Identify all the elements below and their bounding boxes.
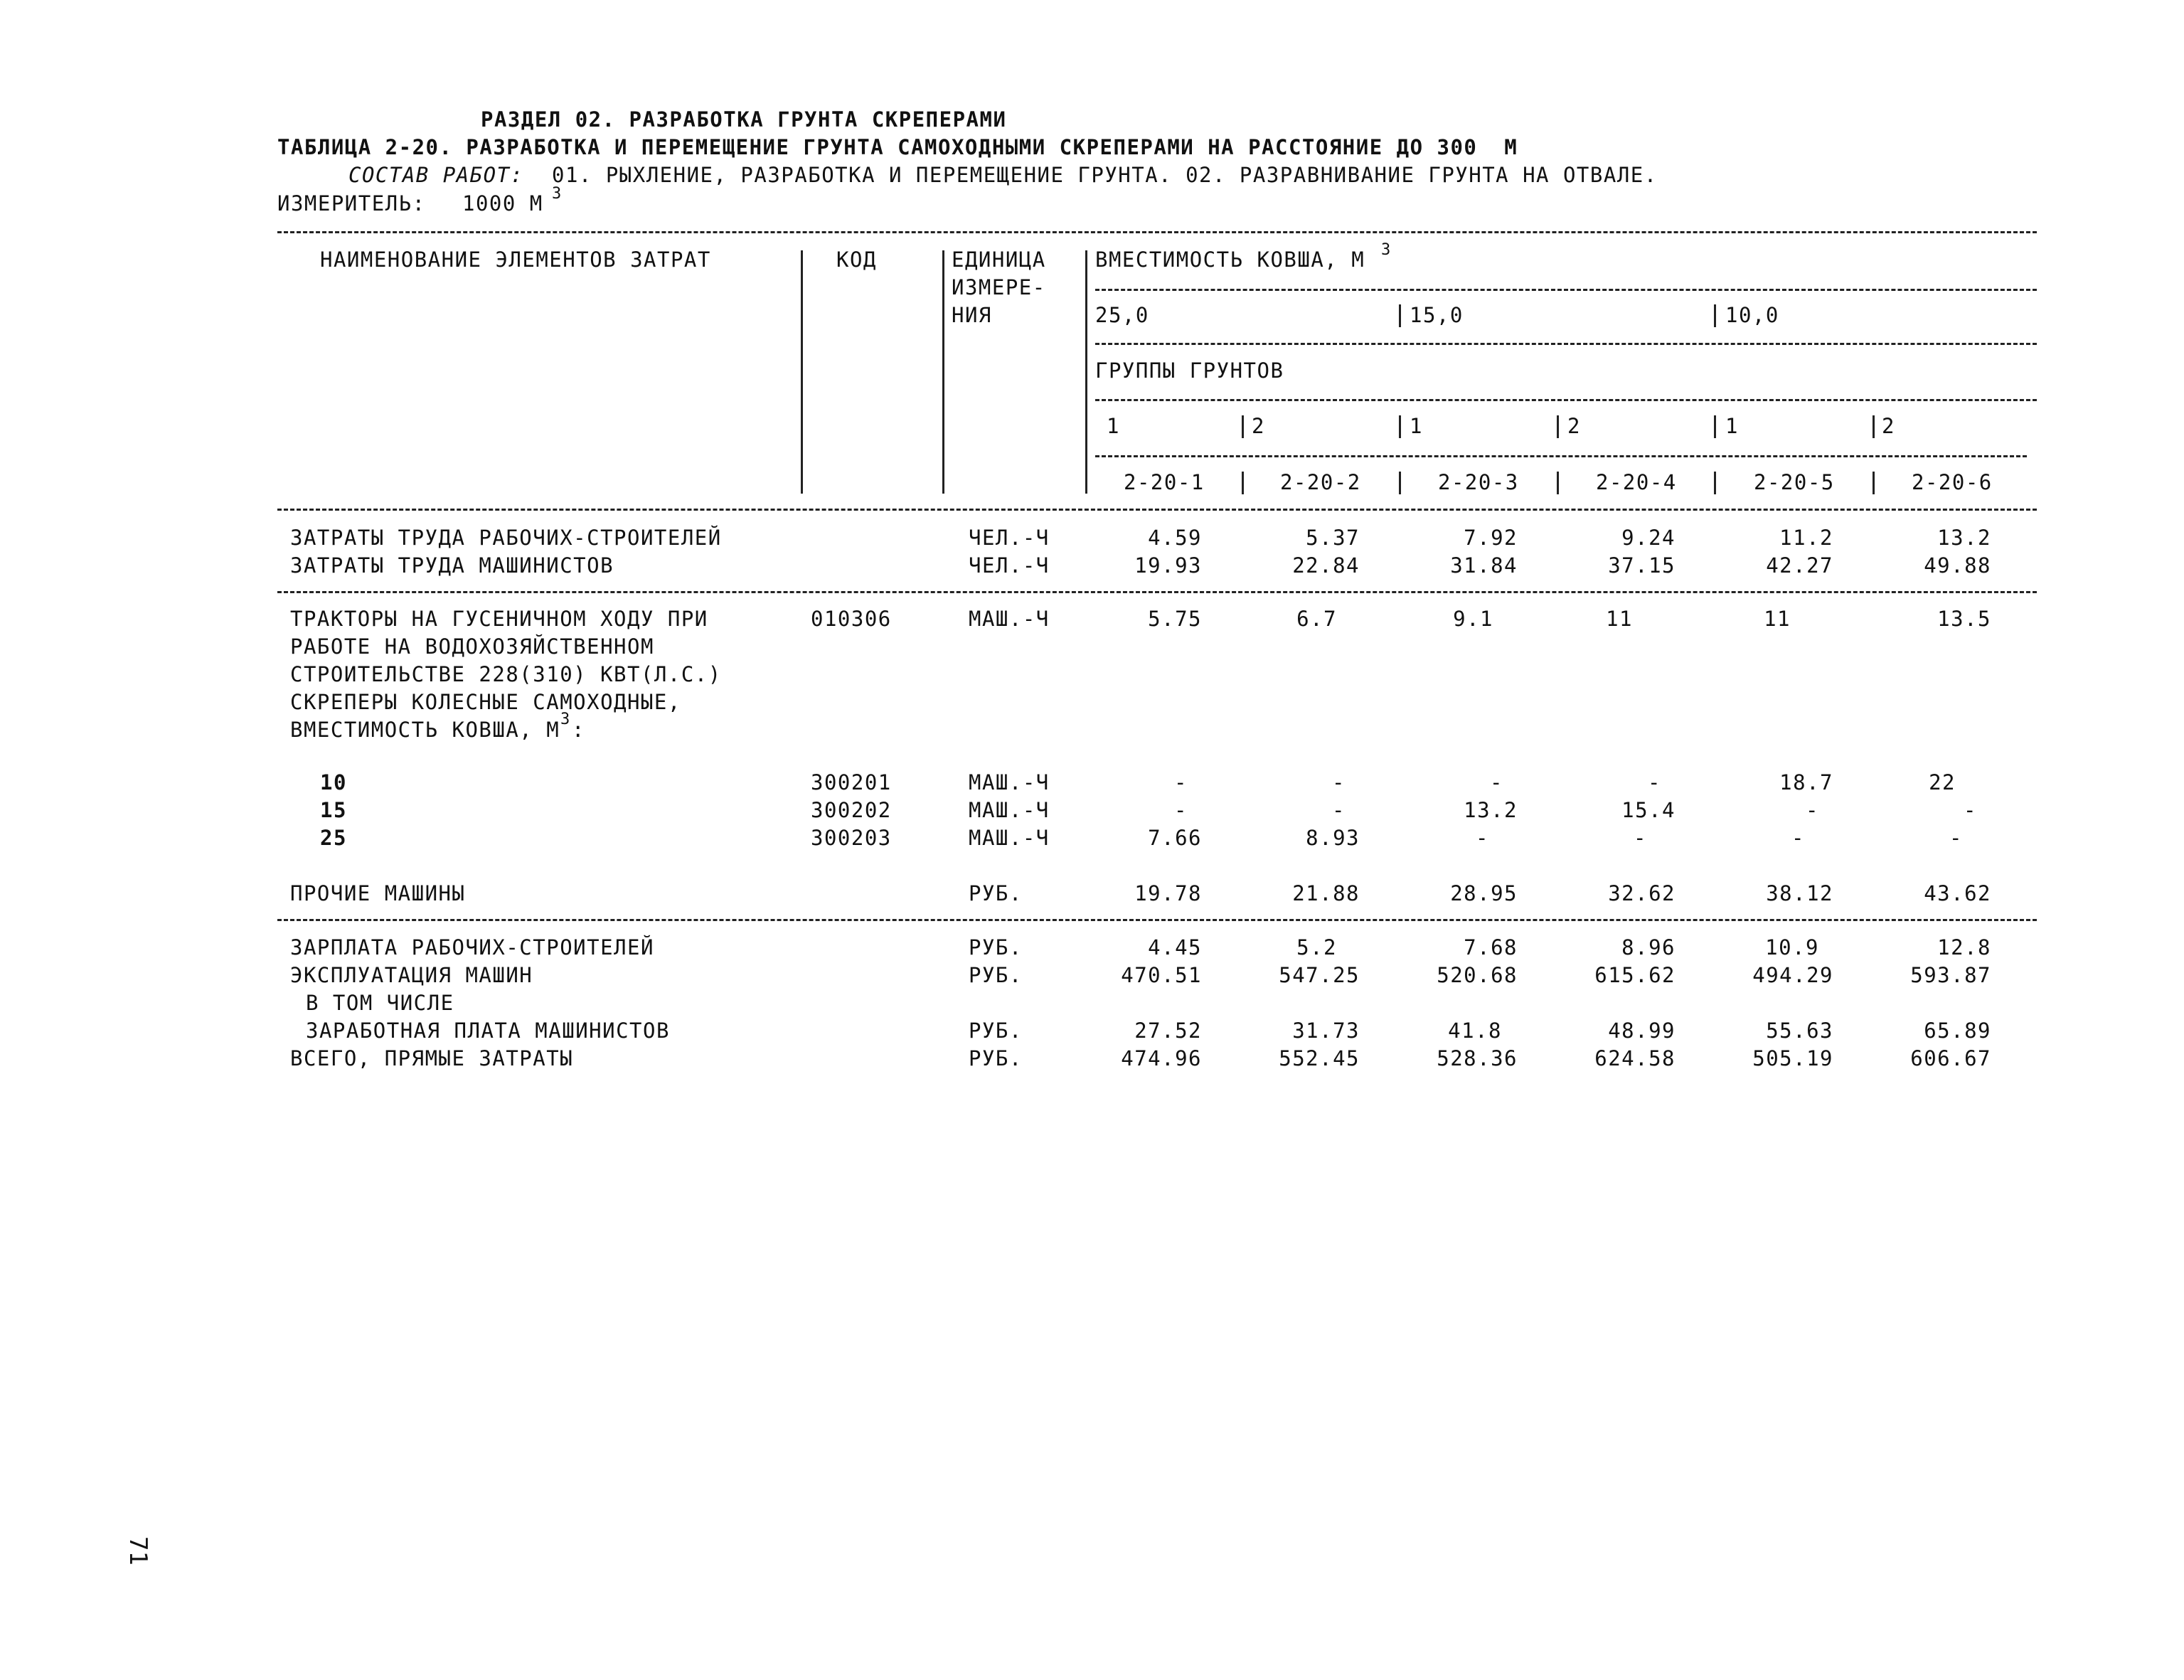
row-value-6: 22: [1929, 770, 1956, 794]
row-name-line3: СТРОИТЕЛЬСТВЕ 228(310) КВТ(Л.С.): [290, 662, 722, 686]
group-number-6: 2: [1882, 414, 1895, 438]
group-separator-2: [1399, 415, 1401, 438]
row-name: 10: [320, 770, 347, 794]
header-rule-group-numbers: [1095, 399, 2037, 401]
row-name: 25: [320, 826, 347, 850]
code-separator-1: [1242, 472, 1244, 494]
group-separator-3: [1557, 415, 1559, 438]
norm-code-6: 2-20-6: [1912, 470, 1993, 494]
column-header-name: НАИМЕНОВАНИЕ ЭЛЕМЕНТОВ ЗАТРАТ: [320, 248, 711, 272]
row-value-2: 547.25: [1279, 963, 1360, 987]
scrapers-heading-line1: СКРЕПЕРЫ КОЛЕСНЫЕ САМОХОДНЫЕ,: [290, 690, 681, 714]
column-header-capacity-superscript: 3: [1381, 241, 1391, 259]
column-header-code: КОД: [836, 248, 877, 272]
capacity-separator-2: [1714, 304, 1716, 327]
measure-superscript: 3: [552, 185, 562, 203]
row-value-1: 4.45: [1148, 935, 1202, 959]
table-title: ТАБЛИЦА 2-20. РАЗРАБОТКА И ПЕРЕМЕЩЕНИЕ ГРУНТА САМОХОДНЫМИ СКРЕПЕРАМИ НА РАССТОЯНИЕ ДО 300 М: [277, 135, 1518, 159]
row-value-2: 6.7: [1296, 607, 1337, 631]
column-header-unit-line2: ИЗМЕРЕ-: [952, 275, 1046, 299]
row-name: ПРОЧИЕ МАШИНЫ: [290, 881, 466, 905]
row-value-1: 4.59: [1148, 526, 1202, 550]
row-unit: РУБ.: [969, 935, 1023, 959]
row-value-2: 22.84: [1292, 553, 1360, 578]
measure-value: 1000 М: [462, 191, 543, 216]
row-name: ЗАРАБОТНАЯ ПЛАТА МАШИНИСТОВ: [306, 1019, 670, 1043]
row-value-2: 5.2: [1296, 935, 1337, 959]
row-code: 300201: [811, 770, 892, 794]
scrapers-heading-superscript: 3: [560, 711, 570, 728]
header-rule-capacity: [1095, 289, 2037, 291]
row-value-6: 13.2: [1937, 526, 1991, 550]
header-rule-codes: [1095, 455, 2027, 457]
row-code: 010306: [811, 607, 892, 631]
row-unit: РУБ.: [969, 1046, 1023, 1070]
row-value-5: 494.29: [1752, 963, 1833, 987]
header-separator-2: [942, 250, 944, 494]
row-name: 15: [320, 798, 347, 822]
row-value-4: 37.15: [1608, 553, 1676, 578]
norm-code-1: 2-20-1: [1124, 470, 1205, 494]
row-value-3: 41.8: [1448, 1019, 1502, 1043]
row-unit: ЧЕЛ.-Ч: [969, 526, 1050, 550]
row-value-2: 8.93: [1306, 826, 1360, 850]
column-header-unit-line1: ЕДИНИЦА: [952, 248, 1046, 272]
row-value-3: 28.95: [1450, 881, 1518, 905]
code-separator-5: [1873, 472, 1875, 494]
row-value-4: 9.24: [1621, 526, 1676, 550]
row-value-6: 49.88: [1924, 553, 1991, 578]
table-top-rule: [277, 231, 2037, 233]
section-title: РАЗДЕЛ 02. РАЗРАБОТКА ГРУНТА СКРЕПЕРАМИ: [481, 107, 1007, 132]
row-unit: РУБ.: [969, 881, 1023, 905]
row-value-3: 13.2: [1464, 798, 1518, 822]
row-name: ЗАРПЛАТА РАБОЧИХ-СТРОИТЕЛЕЙ: [290, 935, 654, 959]
scrapers-heading-colon: :: [572, 718, 585, 742]
row-name: ВСЕГО, ПРЯМЫЕ ЗАТРАТЫ: [290, 1046, 574, 1070]
row-value-2: 21.88: [1292, 881, 1360, 905]
row-value-6: 606.67: [1910, 1046, 1991, 1070]
row-value-3: -: [1476, 826, 1489, 850]
row-code: 300202: [811, 798, 892, 822]
capacity-25: 25,0: [1095, 303, 1149, 327]
row-value-4: 48.99: [1608, 1019, 1676, 1043]
row-value-3: 520.68: [1437, 963, 1518, 987]
group-number-4: 2: [1567, 414, 1581, 438]
row-unit: МАШ.-Ч: [969, 607, 1050, 631]
row-value-5: 10.9: [1765, 935, 1819, 959]
row-value-3: 9.1: [1453, 607, 1493, 631]
row-value-1: 27.52: [1134, 1019, 1202, 1043]
row-value-1: -: [1174, 798, 1188, 822]
row-value-2: -: [1332, 770, 1346, 794]
row-value-6: 13.5: [1937, 607, 1991, 631]
labor-section-rule: [277, 591, 2037, 593]
row-unit: МАШ.-Ч: [969, 770, 1050, 794]
code-separator-2: [1399, 472, 1401, 494]
row-value-5: 18.7: [1779, 770, 1833, 794]
scrapers-heading-line2: ВМЕСТИМОСТЬ КОВША, М: [290, 718, 560, 742]
row-value-3: 31.84: [1450, 553, 1518, 578]
row-unit: РУБ.: [969, 1019, 1023, 1043]
row-value-1: 7.66: [1148, 826, 1202, 850]
row-value-4: 8.96: [1621, 935, 1676, 959]
column-header-capacity: ВМЕСТИМОСТЬ КОВША, М: [1095, 248, 1365, 272]
row-value-3: 7.68: [1464, 935, 1518, 959]
row-value-1: -: [1174, 770, 1188, 794]
row-value-6: 65.89: [1924, 1019, 1991, 1043]
group-number-2: 2: [1252, 414, 1265, 438]
norm-code-5: 2-20-5: [1754, 470, 1835, 494]
row-value-5: 11: [1764, 607, 1791, 631]
row-name: ЗАТРАТЫ ТРУДА МАШИНИСТОВ: [290, 553, 614, 578]
row-value-3: 528.36: [1437, 1046, 1518, 1070]
group-separator-1: [1242, 415, 1244, 438]
row-name-line2: РАБОТЕ НА ВОДОХОЗЯЙСТВЕННОМ: [290, 634, 654, 659]
group-number-3: 1: [1410, 414, 1423, 438]
row-code: 300203: [811, 826, 892, 850]
group-number-5: 1: [1725, 414, 1739, 438]
row-value-6: 43.62: [1924, 881, 1991, 905]
row-value-5: 11.2: [1779, 526, 1833, 550]
row-value-2: 31.73: [1292, 1019, 1360, 1043]
code-separator-4: [1714, 472, 1716, 494]
row-value-4: 11: [1606, 607, 1633, 631]
row-name: ЗАТРАТЫ ТРУДА РАБОЧИХ-СТРОИТЕЛЕЙ: [290, 526, 722, 550]
code-separator-3: [1557, 472, 1559, 494]
row-value-4: 615.62: [1594, 963, 1676, 987]
row-value-1: 5.75: [1148, 607, 1202, 631]
row-value-5: -: [1791, 826, 1805, 850]
row-name-line1: ТРАКТОРЫ НА ГУСЕНИЧНОМ ХОДУ ПРИ: [290, 607, 708, 631]
row-value-3: -: [1490, 770, 1503, 794]
row-unit: РУБ.: [969, 963, 1023, 987]
row-value-1: 474.96: [1121, 1046, 1202, 1070]
group-separator-5: [1873, 415, 1875, 438]
capacity-10: 10,0: [1725, 303, 1779, 327]
row-value-4: -: [1648, 770, 1661, 794]
work-composition-text: 01. РЫХЛЕНИЕ, РАЗРАБОТКА И ПЕРЕМЕЩЕНИЕ ГРУНТА. 02. РАЗРАВНИВАНИЕ ГРУНТА НА ОТВАЛЕ.: [552, 163, 1658, 187]
table-header-bottom-rule: [277, 509, 2037, 511]
capacity-15: 15,0: [1410, 303, 1464, 327]
row-unit: МАШ.-Ч: [969, 798, 1050, 822]
row-value-1: 19.93: [1134, 553, 1202, 578]
norm-code-3: 2-20-3: [1438, 470, 1519, 494]
row-value-4: 32.62: [1608, 881, 1676, 905]
capacity-separator-1: [1399, 304, 1401, 327]
row-value-5: -: [1806, 798, 1819, 822]
group-number-1: 1: [1107, 414, 1120, 438]
row-value-2: 5.37: [1306, 526, 1360, 550]
header-separator-1: [801, 250, 803, 494]
header-rule-groups: [1095, 343, 2037, 345]
row-value-1: 470.51: [1121, 963, 1202, 987]
page-number: 71: [124, 1536, 152, 1565]
group-separator-4: [1714, 415, 1716, 438]
row-value-5: 505.19: [1752, 1046, 1833, 1070]
row-value-2: -: [1332, 798, 1346, 822]
row-unit: ЧЕЛ.-Ч: [969, 553, 1050, 578]
row-value-6: 12.8: [1937, 935, 1991, 959]
machines-section-rule: [277, 919, 2037, 921]
header-separator-3: [1085, 250, 1087, 494]
row-value-6: -: [1964, 798, 1977, 822]
row-value-3: 7.92: [1464, 526, 1518, 550]
row-value-5: 55.63: [1766, 1019, 1833, 1043]
column-header-unit-line3: НИЯ: [952, 303, 992, 327]
including-label: В ТОМ ЧИСЛЕ: [306, 991, 454, 1015]
measure-label: ИЗМЕРИТЕЛЬ:: [277, 191, 426, 216]
row-value-4: 15.4: [1621, 798, 1676, 822]
row-value-4: -: [1634, 826, 1647, 850]
row-value-1: 19.78: [1134, 881, 1202, 905]
row-value-4: 624.58: [1594, 1046, 1676, 1070]
row-unit: МАШ.-Ч: [969, 826, 1050, 850]
soil-groups-label: ГРУППЫ ГРУНТОВ: [1095, 358, 1284, 383]
work-composition-label: СОСТАВ РАБОТ:: [348, 163, 524, 187]
norm-code-4: 2-20-4: [1596, 470, 1677, 494]
row-name: ЭКСПЛУАТАЦИЯ МАШИН: [290, 963, 533, 987]
row-value-6: -: [1949, 826, 1963, 850]
row-value-5: 42.27: [1766, 553, 1833, 578]
row-value-5: 38.12: [1766, 881, 1833, 905]
norm-code-2: 2-20-2: [1280, 470, 1361, 494]
row-value-2: 552.45: [1279, 1046, 1360, 1070]
row-value-6: 593.87: [1910, 963, 1991, 987]
